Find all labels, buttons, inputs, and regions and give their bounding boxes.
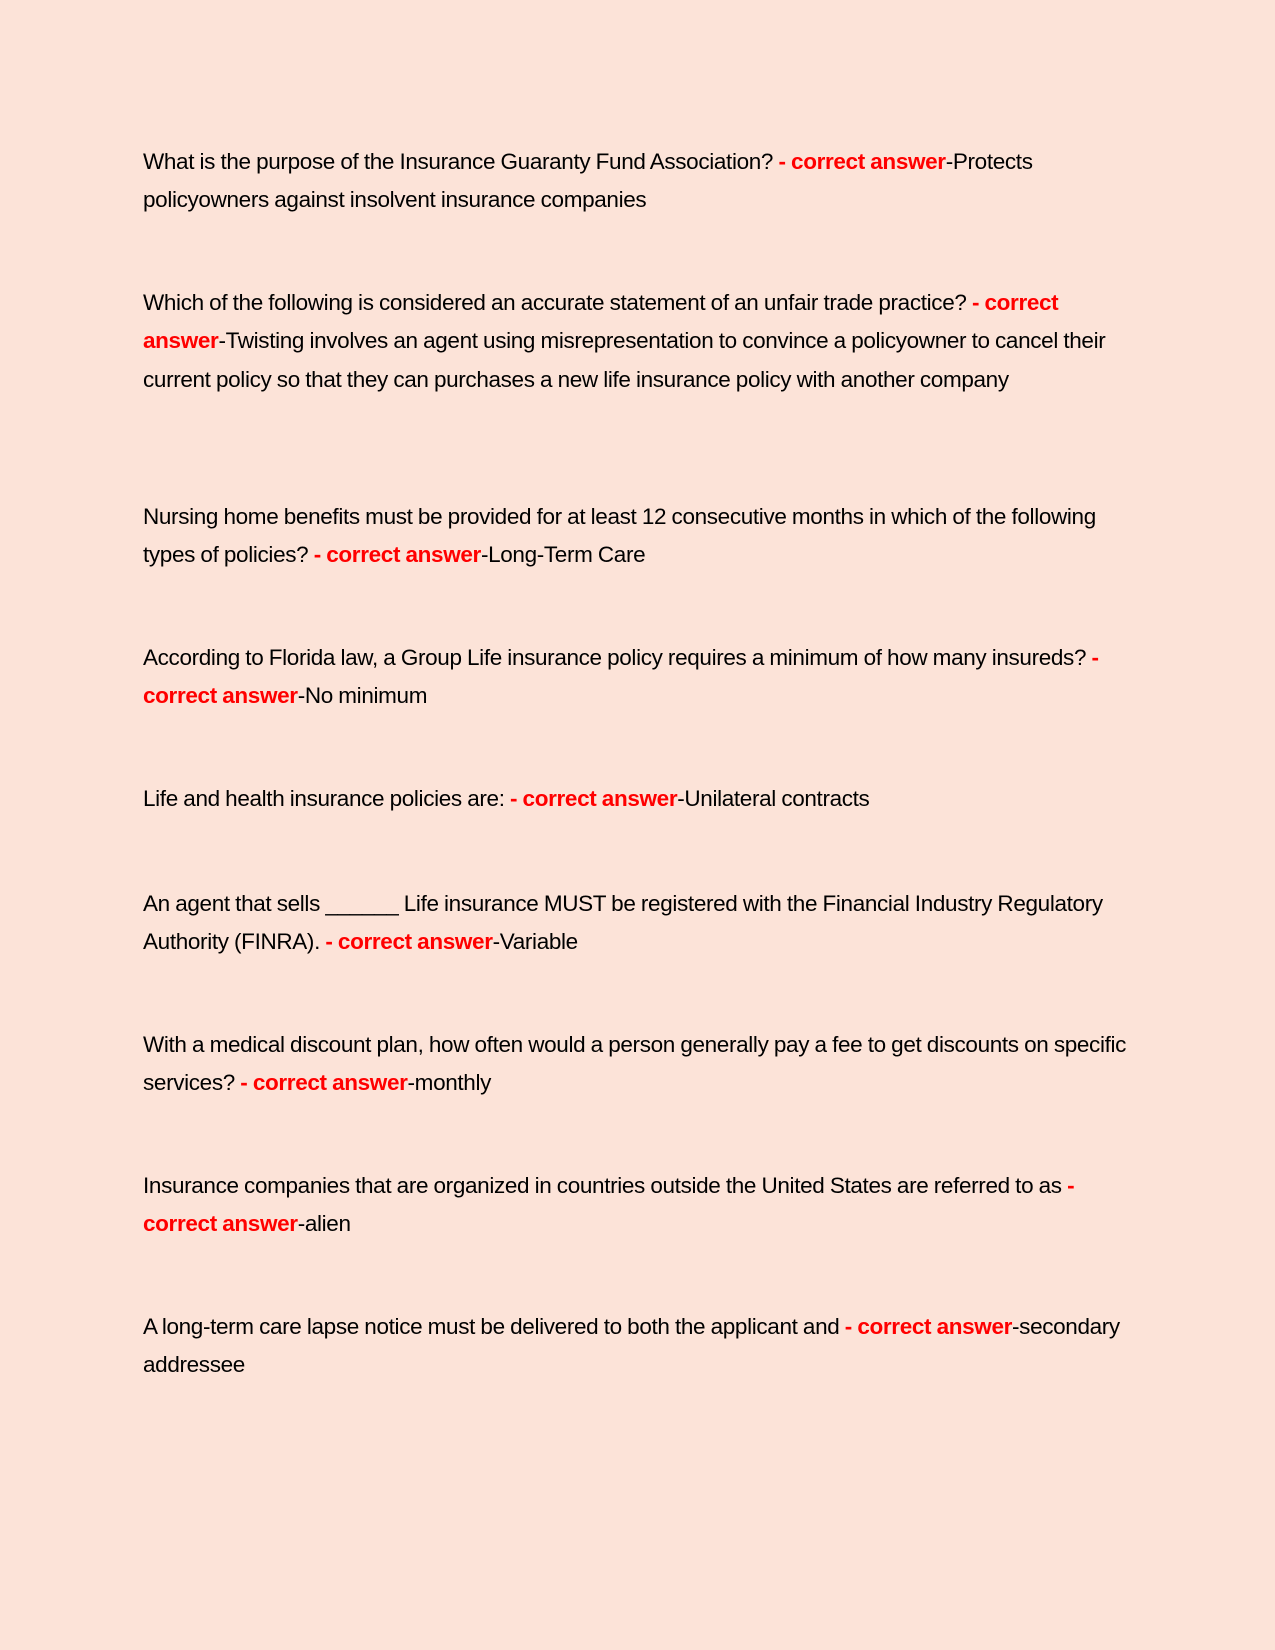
- question-text: Which of the following is considered an accurate statement of an unfair trade practice?: [143, 290, 972, 315]
- correct-answer-marker: - correct answer: [143, 645, 1099, 709]
- question-text: Nursing home benefits must be provided for at least 12 consecutive months in which of the following types of policies?: [143, 504, 1096, 568]
- qa-item-4: [143, 639, 1133, 716]
- qa-item-8: [143, 1167, 1133, 1244]
- correct-answer-marker: - correct answer: [143, 1173, 1075, 1237]
- qa-item-9: [143, 1308, 1133, 1385]
- answer-text: -Twisting involves an agent using misrepresentation to convince a policyowner to cancel their current policy so that they can purchases a new life insurance policy with another company: [143, 328, 1106, 392]
- correct-answer-marker: - correct answer: [143, 290, 1059, 354]
- question-text: What is the purpose of the Insurance Guaranty Fund Association?: [143, 149, 779, 174]
- question-text: According to Florida law, a Group Life insurance policy requires a minimum of how many insureds?: [143, 645, 1092, 670]
- qa-item-6: [143, 885, 1133, 962]
- question-text: Insurance companies that are organized in countries outside the United States are referred to as: [143, 1173, 1068, 1198]
- qa-item-7: [143, 1026, 1133, 1103]
- answer-text: -No minimum: [297, 683, 428, 709]
- correct-answer-marker: - correct answer: [240, 1070, 408, 1096]
- answer-text: -Long-Term Care: [480, 542, 646, 568]
- correct-answer-marker: - correct answer: [313, 542, 481, 568]
- correct-answer-marker: - correct answer: [510, 786, 678, 811]
- answer-text: -secondary addressee: [143, 1314, 1120, 1378]
- qa-item-5: [143, 780, 1133, 818]
- qa-item-2: [143, 284, 1133, 399]
- answer-text: -monthly: [407, 1070, 492, 1096]
- answer-text: -Protects policyowners against insolvent insurance companies: [143, 149, 1033, 213]
- correct-answer-marker: - correct answer: [325, 929, 493, 955]
- correct-answer-marker: - correct answer: [778, 149, 946, 174]
- question-text: With a medical discount plan, how often would a person generally pay a fee to get discounts on specific services?: [143, 1032, 1127, 1096]
- qa-item-3: [143, 498, 1133, 575]
- answer-text: -Unilateral contracts: [677, 786, 870, 811]
- question-text: Life and health insurance policies are:: [143, 786, 510, 811]
- qa-item-1: [143, 143, 1133, 220]
- correct-answer-marker: - correct answer: [844, 1314, 1013, 1339]
- question-text: An agent that sells ______ Life insurance MUST be registered with the Financial Industry Regulatory Authority (FINRA).: [143, 891, 1103, 955]
- answer-text: -Variable: [492, 929, 578, 955]
- question-text: A long-term care lapse notice must be delivered to both the applicant and: [143, 1314, 845, 1339]
- answer-text: -alien: [297, 1211, 351, 1237]
